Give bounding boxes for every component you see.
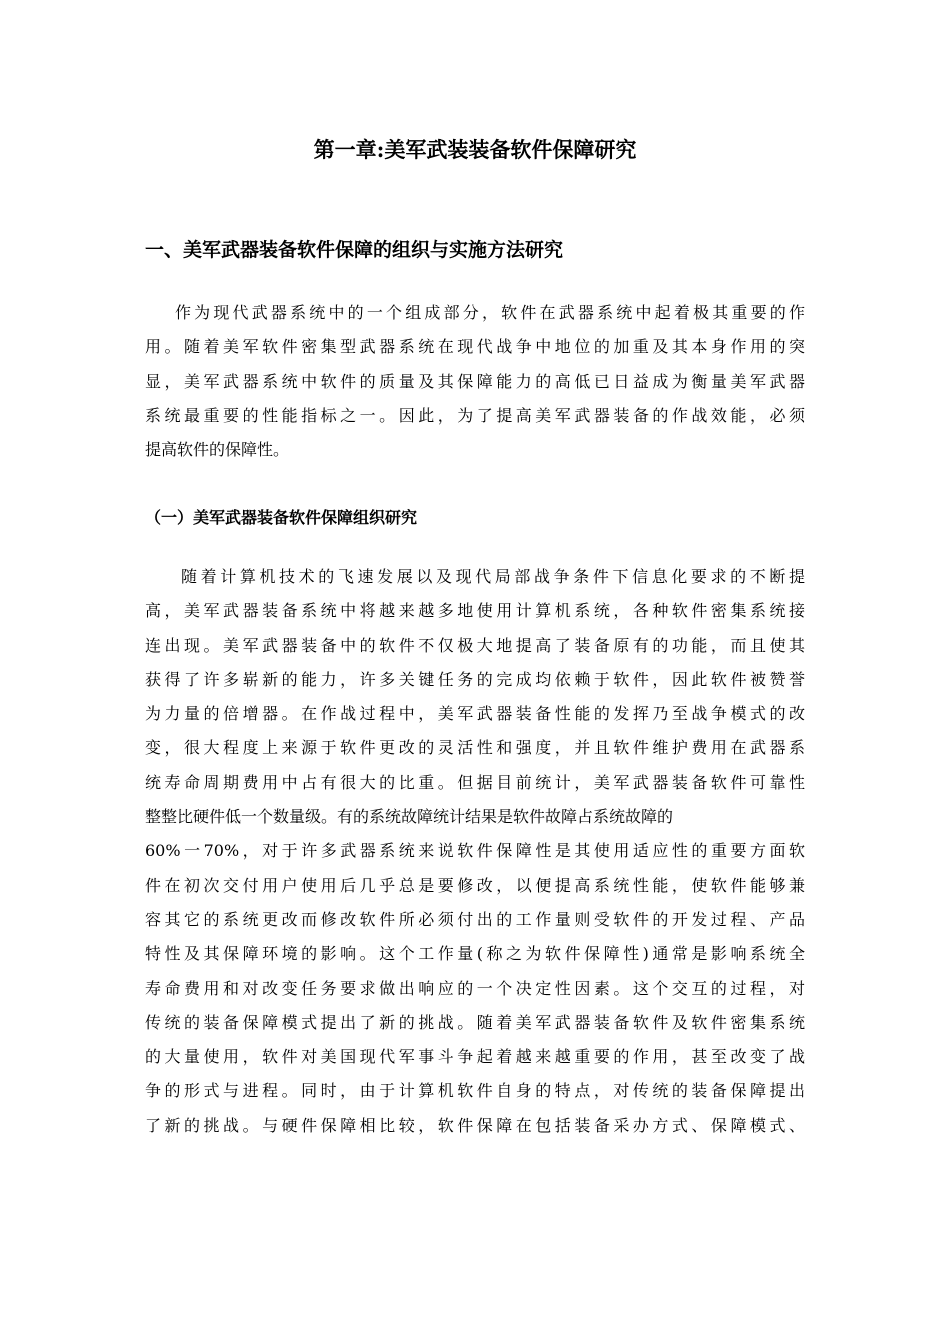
paragraph-line: 了新的挑战。与硬件保障相比较，软件保障在包括装备采办方式、保障模式、 <box>145 1115 805 1135</box>
intro-paragraph <box>145 296 805 467</box>
paragraph-line: 件在初次交付用户使用后几乎总是要修改，以便提高系统性能，使软件能够兼 <box>145 875 805 895</box>
paragraph-line: 的大量使用，软件对美国现代军事斗争起着越来越重要的作用，甚至改变了战 <box>145 1047 805 1067</box>
paragraph-line: 显，美军武器系统中软件的质量及其保障能力的高低已日益成为衡量美军武器 <box>145 371 805 391</box>
paragraph-line: 为力量的倍增器。在作战过程中，美军武器装备性能的发挥乃至战争模式的改 <box>145 704 805 724</box>
section-heading: 一、美军武器装备软件保障的组织与实施方法研究 <box>145 239 564 261</box>
paragraph-line: 提高软件的保障性。 <box>145 440 290 460</box>
paragraph-line: 统寿命周期费用中占有很大的比重。但据目前统计，美军武器装备软件可靠性 <box>145 772 805 792</box>
paragraph-line: 变，很大程度上来源于软件更改的灵活性和强度，并且软件维护费用在武器系 <box>145 738 805 758</box>
paragraph-line: 寿命费用和对改变任务要求做出响应的一个决定性因素。这个交互的过程，对 <box>145 978 805 998</box>
paragraph-line: 作为现代武器系统中的一个组成部分，软件在武器系统中起着极其重要的作 <box>175 303 805 322</box>
subsection-heading: （一）美军武器装备软件保障组织研究 <box>145 508 418 527</box>
paragraph-line: 随着计算机技术的飞速发展以及现代局部战争条件下信息化要求的不断提 <box>181 567 805 586</box>
chapter-title: 第一章:美军武装装备软件保障研究 <box>313 137 637 162</box>
paragraph-line: 整整比硬件低一个数量级。有的系统故障统计结果是软件故障占系统故障的 <box>145 807 674 827</box>
paragraph-line: 高，美军武器装备系统中将越来越多地使用计算机系统，各种软件密集系统接 <box>145 601 805 621</box>
paragraph-line: 获得了许多崭新的能力，许多关键任务的完成均依赖于软件，因此软件被赞誉 <box>145 669 805 689</box>
paragraph-line: 60%一70%，对于许多武器系统来说软件保障性是其使用适应性的重要方面软 <box>145 841 805 861</box>
body-paragraph <box>145 560 805 1143</box>
paragraph-line: 传统的装备保障模式提出了新的挑战。随着美军武器装备软件及软件密集系统 <box>145 1012 805 1032</box>
paragraph-line: 容其它的系统更改而修改软件所必须付出的工作量则受软件的开发过程、产品 <box>145 909 805 929</box>
paragraph-line: 争的形式与进程。同时，由于计算机软件自身的特点，对传统的装备保障提出 <box>145 1081 805 1101</box>
paragraph-line: 用。随着美军软件密集型武器系统在现代战争中地位的加重及其本身作用的突 <box>145 337 805 357</box>
paragraph-line: 系统最重要的性能指标之一。因此，为了提高美军武器装备的作战效能，必须 <box>145 405 805 425</box>
paragraph-line: 特性及其保障环境的影响。这个工作量(称之为软件保障性)通常是影响系统全 <box>145 944 805 964</box>
paragraph-line: 连出现。美军武器装备中的软件不仅极大地提高了装备原有的功能，而且使其 <box>145 635 805 655</box>
